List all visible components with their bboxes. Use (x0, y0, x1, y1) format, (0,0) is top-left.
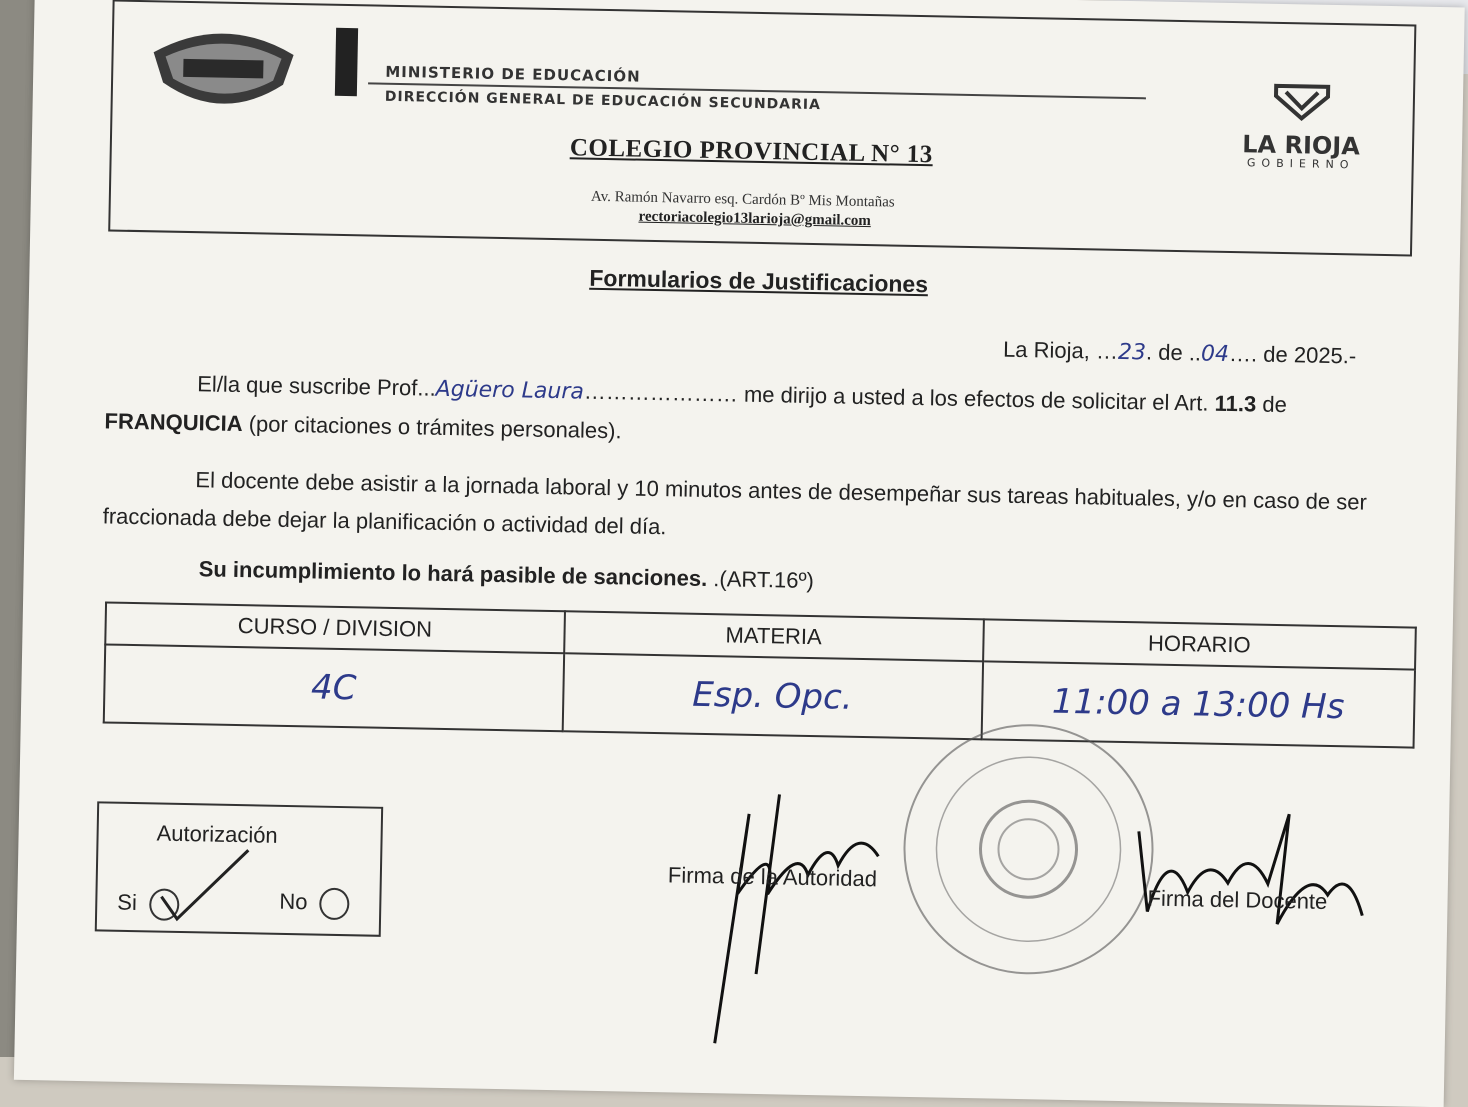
ministry-name: MINISTERIO DE EDUCACIÓN (385, 62, 641, 86)
authorization-box (95, 801, 383, 936)
request-paragraph: El/la que suscribe Prof...Agüero Laura………………… me dirijo a usted a los efectos de solicitar el Art. 11.3 de FRANQUICIA (por citaciones o trámites personales). (104, 371, 1288, 444)
school-address: Av. Ramón Navarro esq. Cardón Bº Mis Montañas (590, 188, 895, 211)
request-reason: (por citaciones o trámites personales). (242, 411, 622, 444)
sanction-warning (198, 556, 814, 594)
authorization-no[interactable] (279, 887, 350, 920)
warning-article: .(ART.16º) (706, 566, 815, 594)
letterhead (108, 0, 1416, 256)
date-prefix: La Rioja, (1002, 336, 1097, 364)
request-connector: de (1256, 391, 1288, 418)
date-suffix: de 2025.- (1256, 341, 1357, 369)
authority-signature-icon (655, 772, 900, 1057)
teacher-signature-icon (1127, 801, 1369, 936)
date-month: 04 (1200, 341, 1230, 367)
school-crest-icon (142, 22, 304, 117)
school-name: COLEGIO PROVINCIAL N° 13 (569, 134, 934, 169)
la-rioja-emblem-icon (1272, 82, 1333, 123)
la-rioja-logo (1216, 81, 1388, 174)
cell-course: 4C (104, 644, 564, 731)
date-line: La Rioja, …23. de ..04…. de 2025.- (1002, 336, 1357, 369)
cell-subject: Esp. Opc. (562, 653, 983, 739)
logo-subtitle: GOBIERNO (1246, 156, 1355, 172)
teacher-signature-label: Firma del Docente (1147, 885, 1328, 914)
logo-name: LA RIOJA (1242, 130, 1361, 161)
letterhead-bar (335, 28, 358, 96)
no-radio-icon[interactable] (319, 888, 350, 921)
date-mid: de (1151, 339, 1190, 366)
official-stamp-icon (896, 717, 1161, 982)
form-title: Formularios de Justificaciones (589, 264, 929, 298)
franquicia-label: FRANQUICIA (104, 408, 243, 437)
school-email: rectoriacolegio13larioja@gmail.com (638, 208, 872, 230)
request-text: me dirijo a usted a los efectos de solicitar el Art. (737, 381, 1215, 416)
direction-name: DIRECCIÓN GENERAL DE EDUCACIÓN SECUNDARIA (384, 88, 822, 114)
form-sheet (14, 0, 1465, 1107)
date-day: 23 (1117, 339, 1147, 366)
warning-bold: Su incumplimiento lo hará pasible de sanciones. (198, 556, 708, 592)
request-intro: El/la que suscribe Prof. (197, 371, 424, 401)
article-number: 11.3 (1214, 390, 1257, 417)
schedule-table (103, 601, 1417, 748)
teacher-name: Agüero Laura (435, 376, 585, 405)
rules-text: El docente debe asistir a la jornada laboral y 10 minutos antes de desempeñar sus tareas habituales, y/o en caso de ser fraccionada debe dejar la planificación o actividad del día. (102, 467, 1368, 540)
header-schedule: HORARIO (983, 619, 1416, 669)
rules-paragraph (102, 459, 1403, 560)
authorization-title: Autorización (156, 820, 278, 848)
checkmark-icon (157, 845, 259, 927)
header-course: CURSO / DIVISION (105, 602, 564, 653)
no-label: No (279, 888, 308, 915)
cell-schedule: 11:00 a 13:00 Hs (981, 661, 1415, 747)
authority-signature-label: Firma de la Autoridad (667, 862, 878, 892)
header-subject: MATERIA (564, 611, 984, 661)
yes-label: Si (117, 889, 138, 915)
